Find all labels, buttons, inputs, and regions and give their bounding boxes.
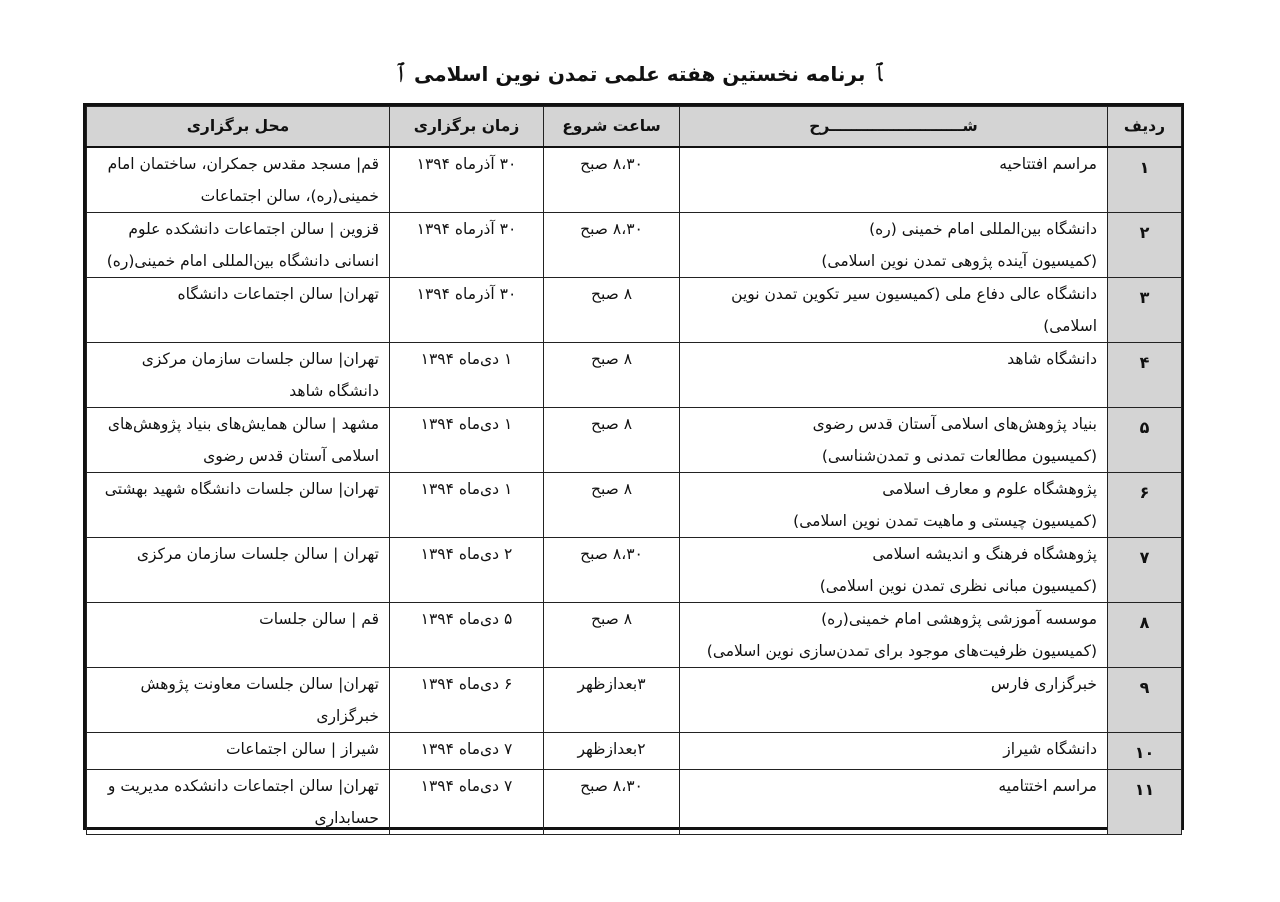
header-description: شـــــــــــــــــــــــــرح [680, 107, 1108, 147]
row-start-time: ۸،۳۰ صبح [544, 537, 680, 602]
row-date: ۱ دی‌ماه ۱۳۹۴ [390, 407, 544, 472]
description-line-2: (کمیسیون چیستی و ماهیت تمدن نوین اسلامی) [793, 511, 1097, 530]
description-line-1: مراسم افتتاحیه [999, 154, 1097, 173]
row-date: ۳۰ آذرماه ۱۳۹۴ [390, 277, 544, 342]
row-place: تهران| سالن جلسات سازمان مرکزی دانشگاه شاهد [87, 342, 390, 407]
row-description [680, 147, 1108, 213]
row-date: ۶ دی‌ماه ۱۳۹۴ [390, 667, 544, 732]
table-row [87, 667, 1182, 732]
description-line-1: دانشگاه شاهد [1007, 349, 1097, 368]
description-line-1: مراسم اختتامیه [998, 776, 1097, 795]
row-number: ۵ [1108, 407, 1182, 472]
row-number: ۸ [1108, 602, 1182, 667]
title-text: برنامه نخستین هفته علمی تمدن نوین اسلامی [414, 62, 866, 86]
row-place: تهران| سالن اجتماعات دانشگاه [87, 277, 390, 342]
page-title [0, 58, 1280, 90]
table-row [87, 537, 1182, 602]
description-line-2: اسلامی) [1043, 316, 1097, 335]
row-number: ۱۰ [1108, 732, 1182, 769]
row-date: ۷ دی‌ماه ۱۳۹۴ [390, 732, 544, 769]
row-date: ۷ دی‌ماه ۱۳۹۴ [390, 769, 544, 834]
row-number: ۷ [1108, 537, 1182, 602]
row-start-time: ۳بعدازظهر [544, 667, 680, 732]
row-number: ۲ [1108, 212, 1182, 277]
row-start-time: ۸ صبح [544, 407, 680, 472]
row-description [680, 212, 1108, 277]
description-line-2: (کمیسیون مبانی نظری تمدن نوین اسلامی) [819, 576, 1097, 595]
description-line-1: پژوهشگاه فرهنگ و اندیشه اسلامی [872, 544, 1097, 563]
row-description [680, 667, 1108, 732]
header-date: زمان برگزاری [390, 107, 544, 147]
title-ornament-right-icon: ﭑ [876, 61, 882, 87]
row-description [680, 602, 1108, 667]
row-description [680, 342, 1108, 407]
row-start-time: ۸ صبح [544, 342, 680, 407]
row-start-time: ۲بعدازظهر [544, 732, 680, 769]
row-date: ۳۰ آذرماه ۱۳۹۴ [390, 147, 544, 213]
schedule-table [86, 106, 1182, 835]
description-line-2: (کمیسیون ظرفیت‌های موجود برای تمدن‌سازی نوین اسلامی) [706, 641, 1097, 660]
row-number: ۳ [1108, 277, 1182, 342]
description-line-1: خبرگزاری فارس [990, 674, 1097, 693]
title-ornament-left-icon: ﭐ [398, 61, 404, 87]
description-line-1: پژوهشگاه علوم و معارف اسلامی [882, 479, 1097, 498]
table-row [87, 277, 1182, 342]
description-line-1: بنیاد پژوهش‌های اسلامی آستان قدس رضوی [812, 414, 1097, 433]
row-place: تهران| سالن جلسات معاونت پژوهش خبرگزاری [87, 667, 390, 732]
description-line-1: دانشگاه بین‌المللی امام خمینی (ره) [869, 219, 1097, 238]
row-start-time: ۸،۳۰ صبح [544, 147, 680, 213]
row-date: ۲ دی‌ماه ۱۳۹۴ [390, 537, 544, 602]
row-number: ۶ [1108, 472, 1182, 537]
row-description [680, 277, 1108, 342]
row-date: ۳۰ آذرماه ۱۳۹۴ [390, 212, 544, 277]
table-row [87, 407, 1182, 472]
row-place: قم| مسجد مقدس جمکران، ساختمان امام خمینی(ره)، سالن اجتماعات [87, 147, 390, 213]
description-line-1: دانشگاه شیراز [1003, 739, 1097, 758]
table-row [87, 212, 1182, 277]
description-line-1: موسسه آموزشی پژوهشی امام خمینی(ره) [821, 609, 1097, 628]
table-row [87, 147, 1182, 213]
row-start-time: ۸ صبح [544, 277, 680, 342]
description-line-1: دانشگاه عالی دفاع ملی (کمیسیون سیر تکوین تمدن نوین [731, 284, 1097, 303]
row-place: مشهد | سالن همایش‌های بنیاد پژوهش‌های اسلامی آستان قدس رضوی [87, 407, 390, 472]
row-start-time: ۸ صبح [544, 472, 680, 537]
row-number: ۱ [1108, 147, 1182, 213]
row-description [680, 769, 1108, 834]
row-number: ۹ [1108, 667, 1182, 732]
schedule-table-frame [83, 103, 1184, 830]
row-start-time: ۸ صبح [544, 602, 680, 667]
row-date: ۱ دی‌ماه ۱۳۹۴ [390, 342, 544, 407]
row-place: تهران| سالن جلسات دانشگاه شهید بهشتی [87, 472, 390, 537]
description-line-2: (کمیسیون مطالعات تمدنی و تمدن‌شناسی) [821, 446, 1097, 465]
row-place: تهران | سالن جلسات سازمان مرکزی [87, 537, 390, 602]
row-description [680, 407, 1108, 472]
row-place: تهران| سالن اجتماعات دانشکده مدیریت و حسابداری [87, 769, 390, 834]
header-place: محل برگزاری [87, 107, 390, 147]
table-row [87, 342, 1182, 407]
description-line-2: (کمیسیون آینده پژوهی تمدن نوین اسلامی) [821, 251, 1097, 270]
table-row [87, 769, 1182, 834]
header-row [87, 107, 1182, 147]
header-row-number: ردیف [1108, 107, 1182, 147]
row-place: قزوین | سالن اجتماعات دانشکده علوم انسانی دانشگاه بین‌المللی امام خمینی(ره) [87, 212, 390, 277]
row-description [680, 537, 1108, 602]
row-description [680, 472, 1108, 537]
table-row [87, 732, 1182, 769]
row-number: ۱۱ [1108, 769, 1182, 834]
table-row [87, 472, 1182, 537]
row-date: ۵ دی‌ماه ۱۳۹۴ [390, 602, 544, 667]
row-start-time: ۸،۳۰ صبح [544, 769, 680, 834]
row-place: شیراز | سالن اجتماعات [87, 732, 390, 769]
header-start-time: ساعت شروع [544, 107, 680, 147]
row-description [680, 732, 1108, 769]
row-place: قم | سالن جلسات [87, 602, 390, 667]
row-date: ۱ دی‌ماه ۱۳۹۴ [390, 472, 544, 537]
row-number: ۴ [1108, 342, 1182, 407]
row-start-time: ۸،۳۰ صبح [544, 212, 680, 277]
table-row [87, 602, 1182, 667]
